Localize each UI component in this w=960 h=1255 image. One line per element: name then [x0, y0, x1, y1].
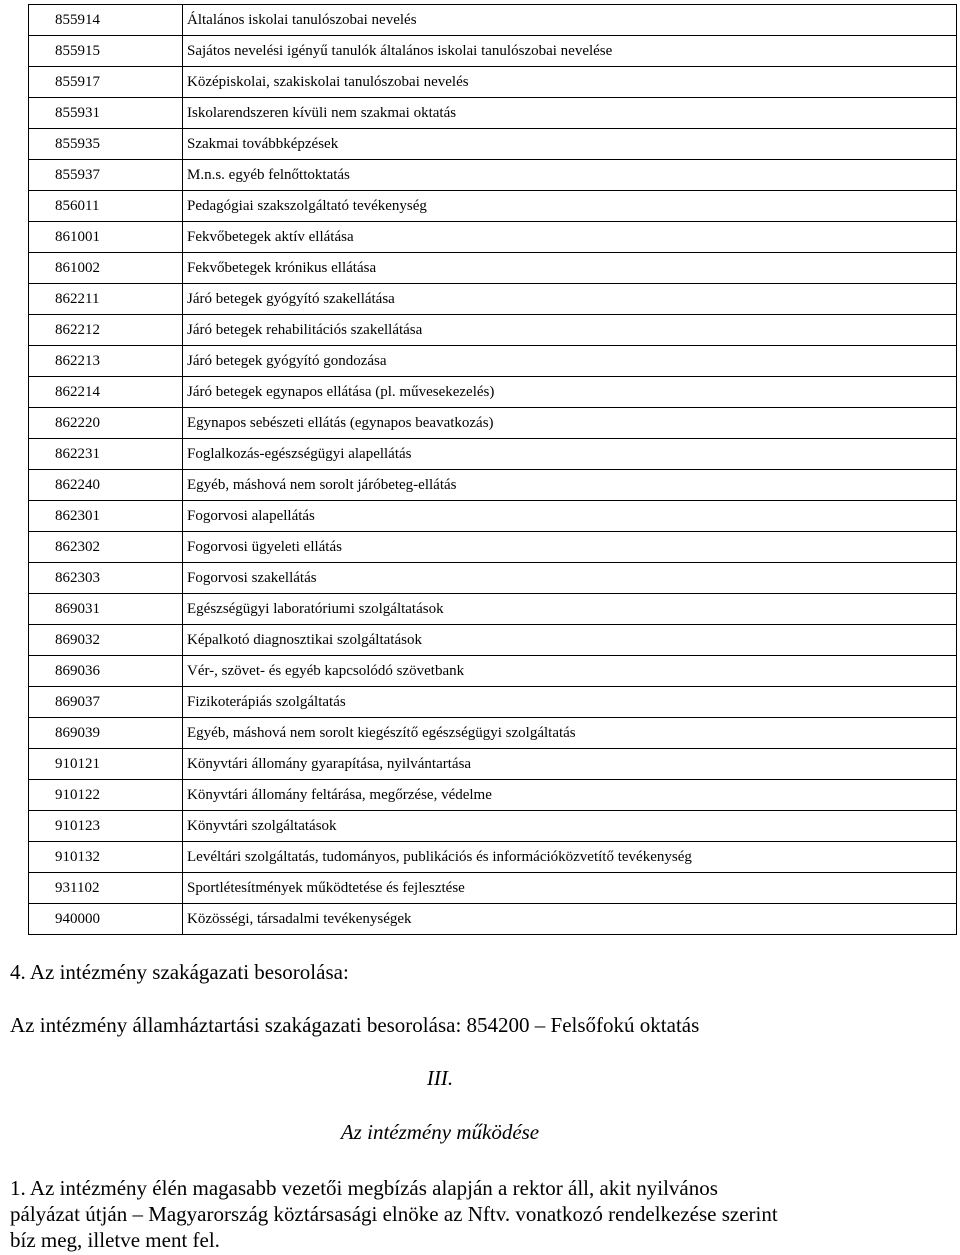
- activity-code-cell: 855914: [29, 5, 183, 36]
- paragraph-1: [10, 1175, 950, 1253]
- table-row: [29, 656, 957, 687]
- activity-code-cell: 855917: [29, 67, 183, 98]
- table-row: [29, 718, 957, 749]
- activity-name-cell: M.n.s. egyéb felnőttoktatás: [183, 160, 957, 191]
- activity-name-cell: Járó betegek gyógyító gondozása: [183, 346, 957, 377]
- paragraph-1-line: pályázat útján – Magyarország köztársasági elnöke az Nftv. vonatkozó rendelkezése szerint: [10, 1202, 778, 1226]
- activity-code-cell: 910123: [29, 811, 183, 842]
- table-row: [29, 563, 957, 594]
- activity-name-cell: Fogorvosi ügyeleti ellátás: [183, 532, 957, 563]
- activity-code-cell: 869037: [29, 687, 183, 718]
- sector-classification: Az intézmény államháztartási szakágazati besorolása: 854200 – Felsőfokú oktatás: [10, 1013, 700, 1037]
- activity-code-cell: 940000: [29, 904, 183, 935]
- activity-code-cell: 910122: [29, 780, 183, 811]
- activity-name-cell: Könyvtári állomány gyarapítása, nyilvántartása: [183, 749, 957, 780]
- activity-name-cell: Egyéb, máshová nem sorolt kiegészítő egészségügyi szolgáltatás: [183, 718, 957, 749]
- activity-name-cell: Közösségi, társadalmi tevékenységek: [183, 904, 957, 935]
- table-row: [29, 439, 957, 470]
- activity-code-cell: 861001: [29, 222, 183, 253]
- table-row: [29, 5, 957, 36]
- activity-name-cell: Sajátos nevelési igényű tanulók általános iskolai tanulószobai nevelése: [183, 36, 957, 67]
- table-row: [29, 904, 957, 935]
- activity-code-cell: 855915: [29, 36, 183, 67]
- activity-name-cell: Foglalkozás-egészségügyi alapellátás: [183, 439, 957, 470]
- activity-code-cell: 869036: [29, 656, 183, 687]
- table-row: [29, 377, 957, 408]
- activity-name-cell: Fogorvosi alapellátás: [183, 501, 957, 532]
- activity-name-cell: Iskolarendszeren kívüli nem szakmai oktatás: [183, 98, 957, 129]
- activity-code-cell: 910132: [29, 842, 183, 873]
- table-row: [29, 284, 957, 315]
- activity-code-cell: 862231: [29, 439, 183, 470]
- table-row: [29, 129, 957, 160]
- activity-code-cell: 862213: [29, 346, 183, 377]
- table-row: [29, 811, 957, 842]
- table-row: [29, 501, 957, 532]
- activity-code-cell: 862214: [29, 377, 183, 408]
- activity-code-cell: 869039: [29, 718, 183, 749]
- section-4-title: 4. Az intézmény szakágazati besorolása:: [10, 960, 349, 984]
- table-row: [29, 873, 957, 904]
- activity-name-cell: Fekvőbetegek aktív ellátása: [183, 222, 957, 253]
- paragraph-1-line: 1. Az intézmény élén magasabb vezetői megbízás alapján a rektor áll, akit nyilvános: [10, 1176, 718, 1200]
- activity-name-cell: Könyvtári szolgáltatások: [183, 811, 957, 842]
- chapter-title: Az intézmény működése: [340, 1120, 540, 1144]
- activity-code-cell: 862240: [29, 470, 183, 501]
- activity-code-cell: 855931: [29, 98, 183, 129]
- table-row: [29, 160, 957, 191]
- activity-code-cell: 910121: [29, 749, 183, 780]
- table-row: [29, 532, 957, 563]
- table-row: [29, 315, 957, 346]
- activity-code-cell: 862301: [29, 501, 183, 532]
- chapter-number: III.: [426, 1066, 454, 1090]
- activity-code-cell: 862211: [29, 284, 183, 315]
- activity-code-cell: 856011: [29, 191, 183, 222]
- activity-name-cell: Levéltári szolgáltatás, tudományos, publikációs és információközvetítő tevékenység: [183, 842, 957, 873]
- activity-name-cell: Egynapos sebészeti ellátás (egynapos beavatkozás): [183, 408, 957, 439]
- table-row: [29, 408, 957, 439]
- table-row: [29, 98, 957, 129]
- activity-name-cell: Szakmai továbbképzések: [183, 129, 957, 160]
- table-row: [29, 470, 957, 501]
- table-row: [29, 749, 957, 780]
- activity-code-cell: 869032: [29, 625, 183, 656]
- activity-code-cell: 862212: [29, 315, 183, 346]
- table-row: [29, 625, 957, 656]
- activity-code-cell: 855935: [29, 129, 183, 160]
- activity-code-cell: 931102: [29, 873, 183, 904]
- activity-code-table-body: [29, 5, 957, 935]
- table-row: [29, 842, 957, 873]
- activity-name-cell: Fekvőbetegek krónikus ellátása: [183, 253, 957, 284]
- paragraph-1-line: bíz meg, illetve ment fel.: [10, 1228, 220, 1252]
- activity-code-table: [28, 4, 957, 935]
- table-row: [29, 67, 957, 98]
- activity-name-cell: Járó betegek gyógyító szakellátása: [183, 284, 957, 315]
- activity-name-cell: Pedagógiai szakszolgáltató tevékenység: [183, 191, 957, 222]
- table-row: [29, 687, 957, 718]
- activity-name-cell: Fogorvosi szakellátás: [183, 563, 957, 594]
- activity-code-cell: 862303: [29, 563, 183, 594]
- activity-name-cell: Fizikoterápiás szolgáltatás: [183, 687, 957, 718]
- activity-name-cell: Általános iskolai tanulószobai nevelés: [183, 5, 957, 36]
- activity-code-cell: 869031: [29, 594, 183, 625]
- table-row: [29, 222, 957, 253]
- activity-name-cell: Egészségügyi laboratóriumi szolgáltatások: [183, 594, 957, 625]
- activity-code-cell: 862302: [29, 532, 183, 563]
- table-row: [29, 346, 957, 377]
- activity-name-cell: Sportlétesítmények működtetése és fejlesztése: [183, 873, 957, 904]
- activity-name-cell: Járó betegek egynapos ellátása (pl. művesekezelés): [183, 377, 957, 408]
- activity-code-cell: 861002: [29, 253, 183, 284]
- table-row: [29, 253, 957, 284]
- activity-name-cell: Vér-, szövet- és egyéb kapcsolódó szövetbank: [183, 656, 957, 687]
- table-row: [29, 191, 957, 222]
- table-row: [29, 594, 957, 625]
- activity-name-cell: Járó betegek rehabilitációs szakellátása: [183, 315, 957, 346]
- table-row: [29, 780, 957, 811]
- activity-name-cell: Egyéb, máshová nem sorolt járóbeteg-ellátás: [183, 470, 957, 501]
- table-row: [29, 36, 957, 67]
- activity-name-cell: Középiskolai, szakiskolai tanulószobai nevelés: [183, 67, 957, 98]
- activity-code-cell: 862220: [29, 408, 183, 439]
- activity-name-cell: Könyvtári állomány feltárása, megőrzése, védelme: [183, 780, 957, 811]
- activity-name-cell: Képalkotó diagnosztikai szolgáltatások: [183, 625, 957, 656]
- activity-code-cell: 855937: [29, 160, 183, 191]
